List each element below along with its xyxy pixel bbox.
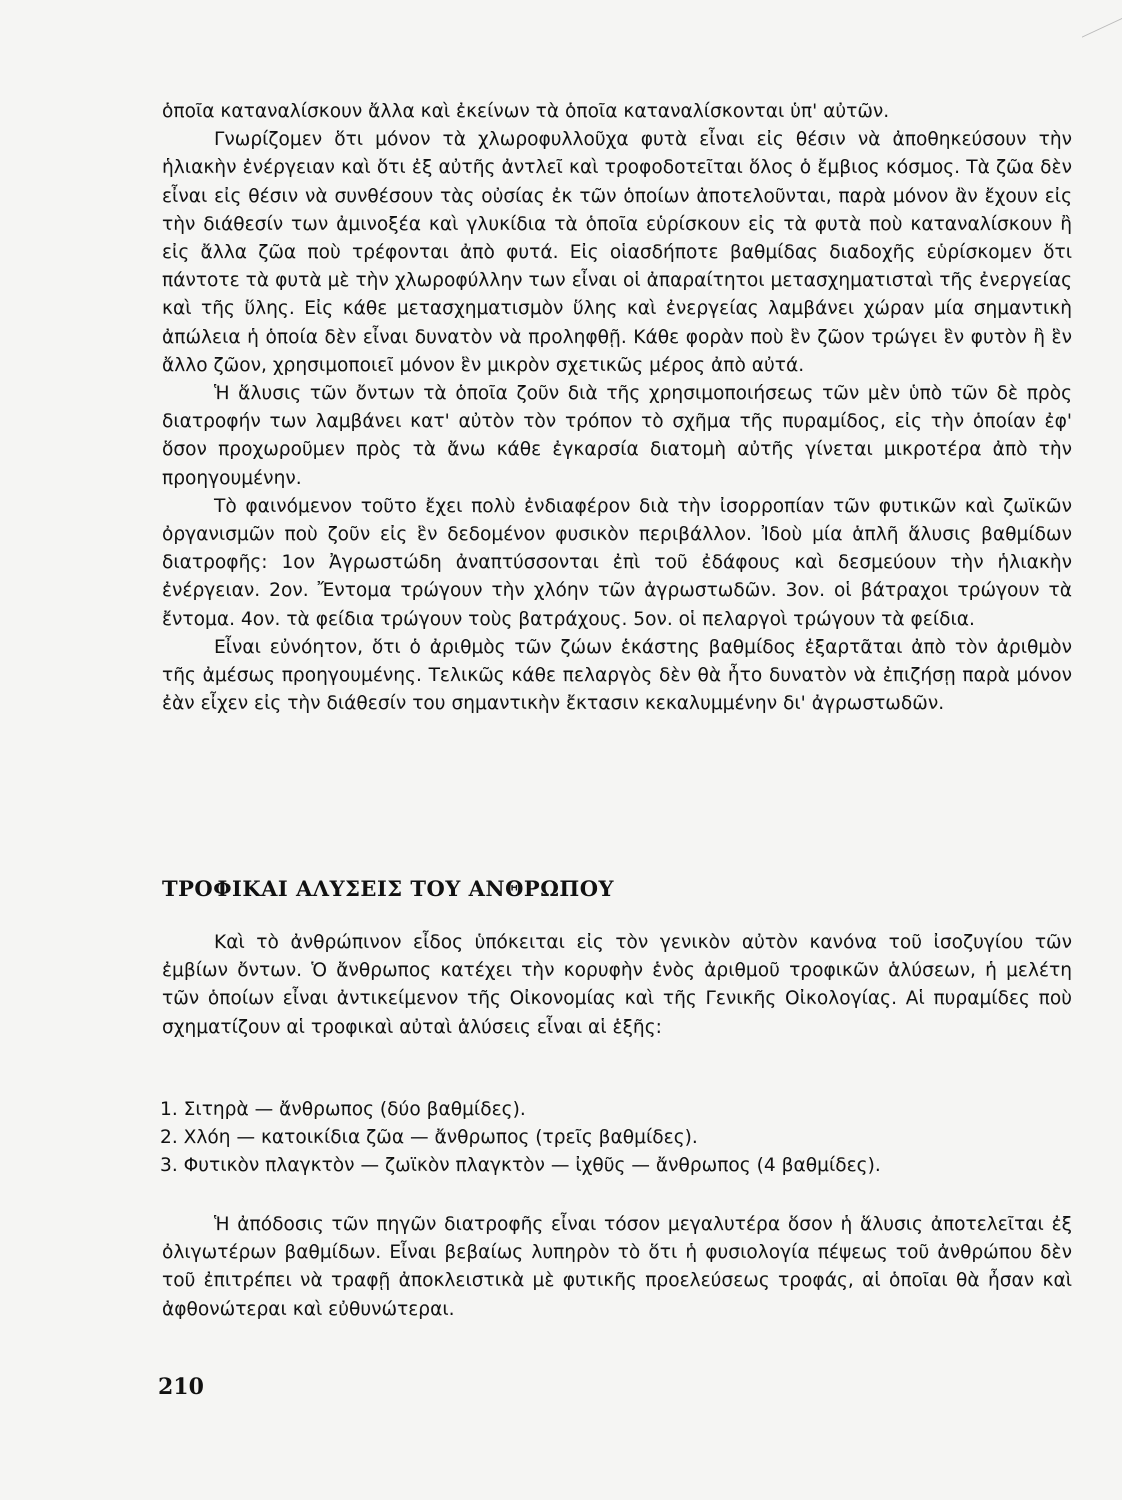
list-item: 3. Φυτικὸν πλαγκτὸν — ζωϊκὸν πλαγκτὸν — ἰχθῦς — ἄνθρωπος (4 βαθμίδες). <box>160 1155 881 1177</box>
paragraph-human-chains: Καὶ τὸ ἀνθρώπινον εἶδος ὑπόκειται εἰς τὸν γενικὸν αὐτὸν κανόνα τοῦ ἰσοζυγίου τῶν ἐμβίων ὄντων. Ὁ ἄνθρωπος κατέχει τὴν κορυφὴν ἑνὸς ἀριθμοῦ τροφικῶν ἁλύσεων, ἡ μελέτη τῶν ὁποίων εἶναι ἀντικείμενον τῆς Οἰκονομίας καὶ τῆς Γενικῆς Οἰκολογίας. Αἱ πυραμίδες ποὺ σχηματίζουν αἱ τροφικαὶ αὐταὶ ἁλύσεις εἶναι αἱ ἑξῆς: <box>162 932 1072 1038</box>
page-number: 210 <box>158 1374 204 1400</box>
list-item: 1. Σιτηρὰ — ἄνθρωπος (δύο βαθμίδες). <box>160 1099 526 1120</box>
paragraph-yield: Ἡ ἀπόδοσις τῶν πηγῶν διατροφῆς εἶναι τόσον μεγαλυτέρα ὅσον ἡ ἅλυσις ἀποτελεῖται ἐξ ὀλιγωτέρων βαθμίδων. Εἶναι βεβαίως λυπηρὸν τὸ ὅτι ἡ φυσιολογία πέψεως τοῦ ἀνθρώπου δὲν τοῦ ἐπιτρέπει νὰ τραφῇ ἀποκλειστικὰ μὲ φυτικῆς προελεύσεως τροφάς, αἱ ὁποῖαι θὰ ἦσαν καὶ ἀφθονώτεραι καὶ εὐθυνώτεραι. <box>162 1214 1072 1320</box>
paragraph-chlorophyll: Γνωρίζομεν ὅτι μόνον τὰ χλωροφυλλοῦχα φυτὰ εἶναι εἰς θέσιν νὰ ἀποθηκεύσουν τὴν ἡλιακὴν ἐνέργειαν καὶ ὅτι ἐξ αὐτῆς ἀντλεῖ καὶ τροφοδοτεῖται ὅλος ὁ ἔμβιος κόσμος. Τὰ ζῶα δὲν εἶναι εἰς θέσιν νὰ συνθέσουν τὰς οὐσίας ἐκ τῶν ὁποίων ἀποτελοῦνται, παρὰ μόνον ἂν ἔχουν εἰς τὴν διάθεσίν των ἀμινοξέα καὶ γλυκίδια τὰ ὁποῖα εὑρίσκουν εἰς τὰ φυτὰ ποὺ καταναλίσκουν ἢ εἰς ἄλλα ζῶα ποὺ τρέφονται ἀπὸ φυτά. Εἰς οἱασδήποτε βαθμίδας διαδοχῆς εὑρίσκομεν ὅτι πάντοτε τὰ φυτὰ μὲ τὴν χλωροφύλλην των εἶναι οἱ ἀπαραίτητοι μετασχηματισταὶ τῆς ἐνεργείας καὶ τῆς ὕλης. Εἰς κάθε μετασχηματισμὸν ὕλης καὶ ἐνεργείας λαμβάνει χώραν μία σημαντικὴ ἀπώλεια ἡ ὁποία δὲν εἶναι δυνατὸν νὰ προληφθῇ. Κάθε φορὰν ποὺ ἓν ζῶον τρώγει ἓν φυτὸν ἢ ἓν ἄλλο ζῶον, χρησιμοποιεῖ μόνον ἓν μικρὸν σχετικῶς μέρος ἀπὸ αὐτά. <box>162 129 1072 376</box>
yield-text-block <box>162 1211 1072 1324</box>
paragraph-conclusion: Εἶναι εὐνόητον, ὅτι ὁ ἀριθμὸς τῶν ζώων ἑκάστης βαθμίδος ἐξαρτᾶται ἀπὸ τὸν ἀριθμὸν τῆς ἀμέσως προηγουμένης. Τελικῶς κάθε πελαργὸς δὲν θὰ ἦτο δυνατὸν νὰ ἐπιζήσῃ παρὰ μόνον ἐὰν εἶχεν εἰς τὴν διάθεσίν του σημαντικὴν ἔκτασιν κεκαλυμμένην δι' ἀγρωστωδῶν. <box>162 636 1072 715</box>
top-text-block <box>162 98 1072 718</box>
page-corner-mark <box>1082 0 1122 38</box>
human-chain-intro-block <box>162 929 1072 1042</box>
section-heading: ΤΡΟΦΙΚΑΙ ΑΛΥΣΕΙΣ ΤΟΥ ΑΝΘΡΩΠΟΥ <box>162 876 615 901</box>
paragraph-pyramid: Ἡ ἅλυσις τῶν ὄντων τὰ ὁποῖα ζοῦν διὰ τῆς χρησιμοποιήσεως τῶν μὲν ὑπὸ τῶν δὲ πρὸς διατροφήν των λαμβάνει κατ' αὐτὸν τὸν τρόπον τὸ σχῆμα τῆς πυραμίδος, εἰς τὴν ὁποίαν ἐφ' ὅσον προχωροῦμεν πρὸς τὰ ἄνω κάθε ἐγκαρσία διατομὴ αὐτῆς γίνεται μικροτέρα ἀπὸ τὴν προηγουμένην. <box>162 383 1072 489</box>
food-chain-list <box>160 1096 1070 1181</box>
paragraph-continuation: ὁποῖα καταναλίσκουν ἄλλα καὶ ἐκείνων τὰ ὁποῖα καταναλίσκονται ὑπ' αὐτῶν. <box>162 101 890 122</box>
list-item: 2. Χλόη — κατοικίδια ζῶα — ἄνθρωπος (τρεῖς βαθμίδες). <box>160 1127 698 1149</box>
paragraph-food-chain-example: Τὸ φαινόμενον τοῦτο ἔχει πολὺ ἐνδιαφέρον διὰ τὴν ἰσορροπίαν τῶν φυτικῶν καὶ ζωϊκῶν ὀργανισμῶν ποὺ ζοῦν εἰς ἓν δεδομένον φυσικὸν περιβάλλον. Ἰδοὺ μία ἁπλῆ ἅλυσις βαθμίδων διατροφῆς: 1ον Ἀγρωστώδη ἀναπτύσσονται ἐπὶ τοῦ ἐδάφους καὶ δεσμεύουν τὴν ἡλιακὴν ἐνέργειαν. 2ον. Ἔντομα τρώγουν τὴν χλόην τῶν ἀγρωστωδῶν. 3ον. οἱ βάτραχοι τρώγουν τὰ ἔντομα. 4ον. τὰ φείδια τρώγουν τοὺς βατράχους. 5ον. οἱ πελαργοὶ τρώγουν τὰ φείδια. <box>162 495 1072 630</box>
